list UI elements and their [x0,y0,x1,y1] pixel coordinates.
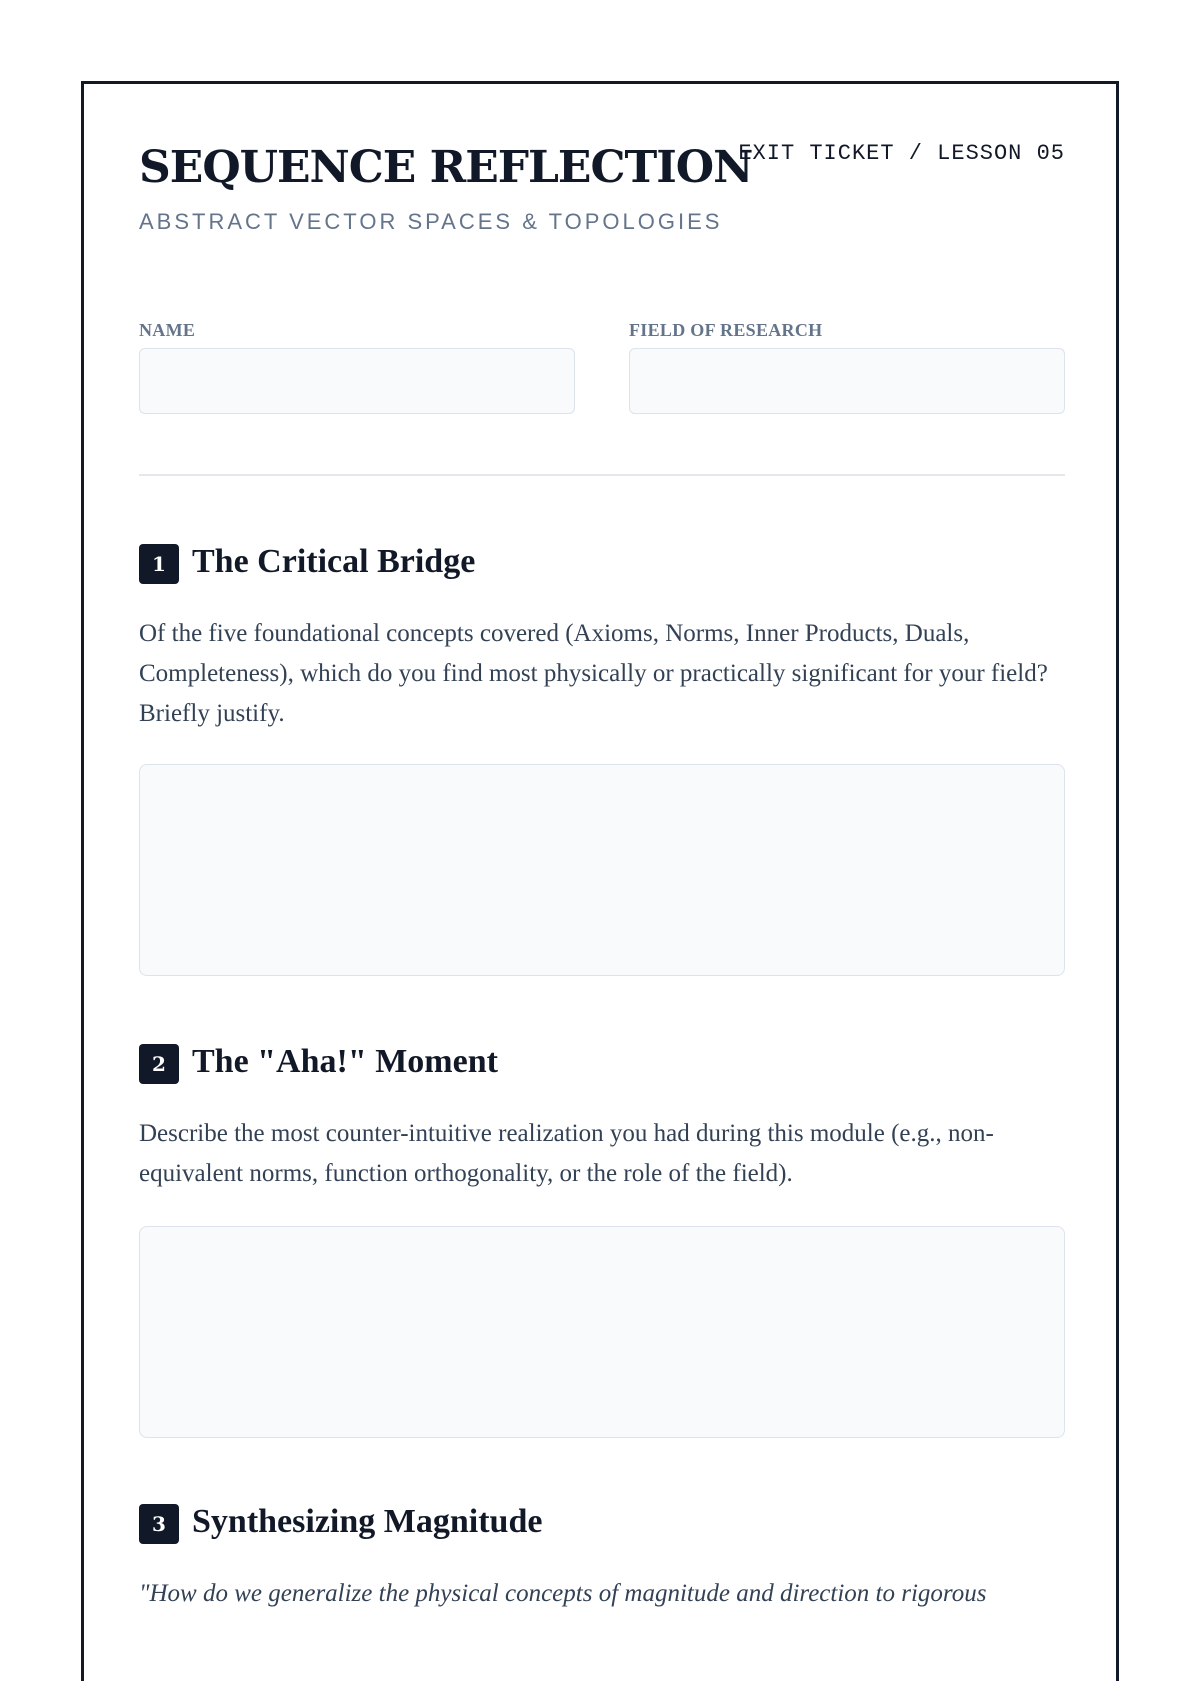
question-number-badge: 3 [139,1504,179,1544]
question-prompt: Of the five foundational concepts covered (Axioms, Norms, Inner Products, Duals, Completeness), which do you find most physically or practically significant for your field? Briefly justify. [139,620,1048,727]
question-title: The Critical Bridge [192,543,476,580]
name-input[interactable] [139,348,575,414]
page-title: SEQUENCE REFLECTION [139,142,753,193]
question-prompt: Describe the most counter-intuitive realization you had during this module (e.g., non-equivalent norms, function orthogonality, or the role of the field). [139,1120,994,1187]
question-prompt: "How do we generalize the physical concepts of magnitude and direction to rigorous [139,1580,987,1607]
student-info-fields [139,322,1065,412]
lesson-tag: EXIT TICKET / LESSON 05 [738,141,1065,166]
question-3 [139,1504,1065,1614]
research-label: FIELD OF RESEARCH [629,320,823,340]
name-field-group [139,322,575,414]
question-1 [139,544,1065,976]
sheet-content [139,84,1065,1607]
question-1-header [139,544,1065,586]
question-number-badge: 2 [139,1044,179,1084]
question-title: The "Aha!" Moment [192,1043,498,1080]
exit-ticket-sheet [81,81,1119,1681]
question-1-answer[interactable] [139,764,1065,976]
question-3-header [139,1504,1065,1546]
question-number-badge: 1 [139,544,179,584]
question-2-answer[interactable] [139,1226,1065,1438]
question-title: Synthesizing Magnitude [192,1503,543,1540]
name-label: NAME [139,320,196,340]
research-input[interactable] [629,348,1065,414]
section-divider [139,474,1065,476]
question-2-header [139,1044,1065,1086]
question-2 [139,1044,1065,1438]
sheet-header [139,84,1065,324]
research-field-group [629,322,1065,414]
page-subtitle: ABSTRACT VECTOR SPACES & TOPOLOGIES [139,209,723,234]
